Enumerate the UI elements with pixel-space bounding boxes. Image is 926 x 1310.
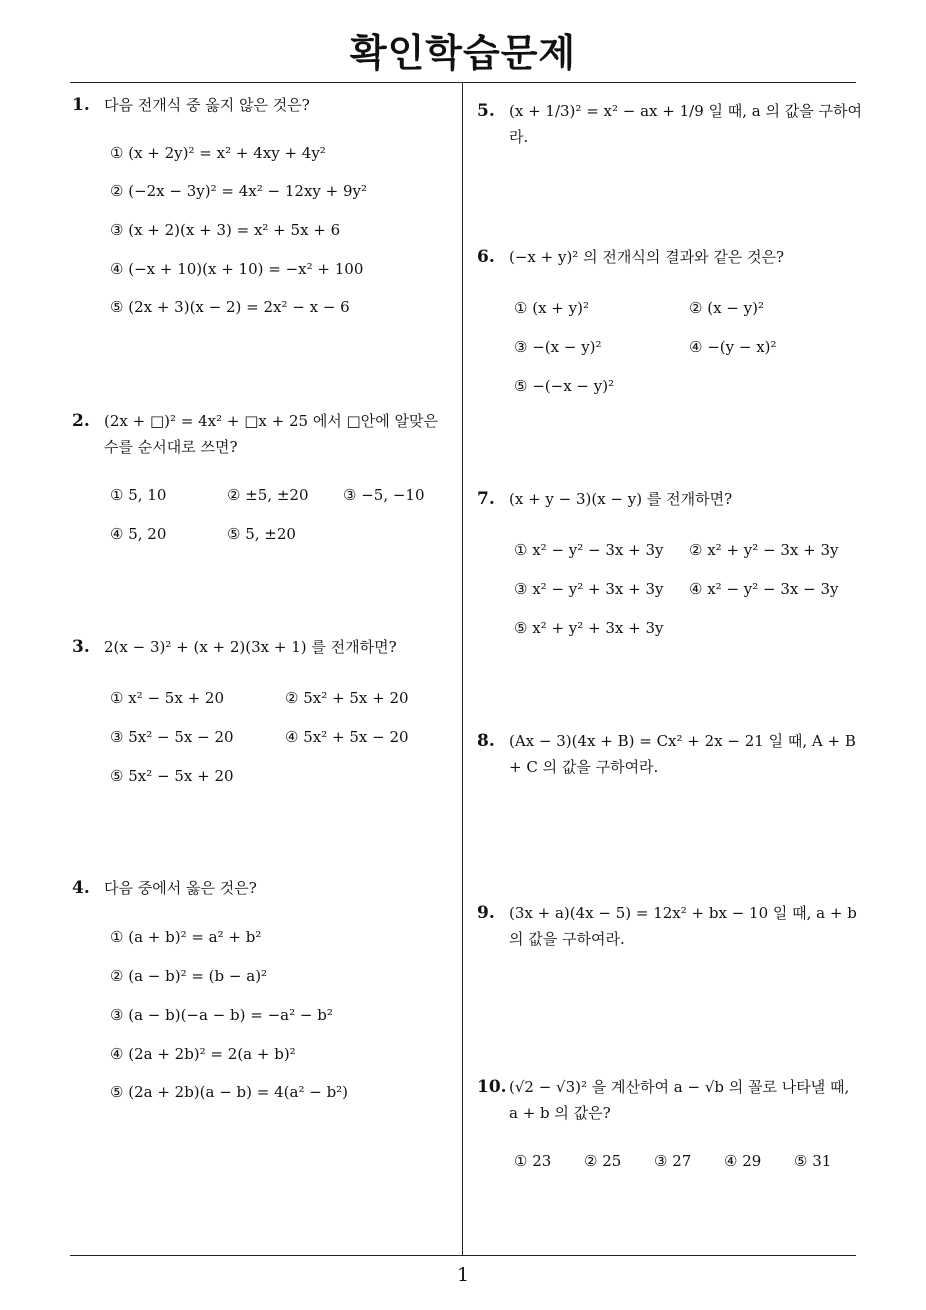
option[interactable]: ① (a + b)² = a² + b²: [110, 928, 262, 946]
page-number: 1: [456, 1264, 470, 1286]
question-number: 2.: [72, 411, 90, 431]
question-9: [477, 900, 862, 952]
option[interactable]: ⑤ (2x + 3)(x − 2) = 2x² − x − 6: [110, 298, 350, 316]
option[interactable]: ④ (2a + 2b)² = 2(a + b)²: [110, 1045, 296, 1063]
question-text: (−x + y)² 의 전개식의 결과와 같은 것은?: [509, 248, 785, 266]
question-10: [477, 1074, 862, 1126]
option[interactable]: ② x² + y² − 3x + 3y: [689, 541, 839, 559]
question-number: 5.: [477, 101, 495, 121]
option[interactable]: ① x² − 5x + 20: [110, 689, 224, 707]
question-1: [72, 92, 457, 118]
question-text: (Ax − 3)(4x + B) = Cx² + 2x − 21 일 때, A + B + C 의 값을 구하여라.: [509, 732, 856, 776]
option[interactable]: ⑤ −(−x − y)²: [514, 377, 615, 395]
question-text: 다음 중에서 옳은 것은?: [104, 879, 257, 897]
column-divider: [462, 83, 463, 1255]
question-number: 8.: [477, 731, 495, 751]
top-rule: [70, 82, 856, 83]
option[interactable]: ② ±5, ±20: [227, 486, 309, 504]
question-text: (x + 1/3)² = x² − ax + 1/9 일 때, a 의 값을 구하여라.: [509, 102, 862, 146]
option[interactable]: ① 23: [514, 1152, 552, 1170]
option[interactable]: ④ −(y − x)²: [689, 338, 777, 356]
question-7: [477, 486, 862, 512]
option[interactable]: ② (x − y)²: [689, 299, 764, 317]
option[interactable]: ① 5, 10: [110, 486, 167, 504]
option[interactable]: ⑤ (2a + 2b)(a − b) = 4(a² − b²): [110, 1083, 349, 1101]
question-number: 4.: [72, 878, 90, 898]
question-number: 7.: [477, 489, 495, 509]
question-3: [72, 634, 457, 660]
question-number: 6.: [477, 247, 495, 267]
option[interactable]: ① (x + 2y)² = x² + 4xy + 4y²: [110, 144, 326, 162]
option[interactable]: ③ x² − y² + 3x + 3y: [514, 580, 664, 598]
option[interactable]: ④ 5x² + 5x − 20: [285, 728, 409, 746]
question-number: 3.: [72, 637, 90, 657]
option[interactable]: ④ 5, 20: [110, 525, 167, 543]
question-number: 10.: [477, 1077, 507, 1097]
option[interactable]: ④ 29: [724, 1152, 762, 1170]
question-number: 9.: [477, 903, 495, 923]
question-6: [477, 244, 862, 270]
option[interactable]: ② 25: [584, 1152, 622, 1170]
option[interactable]: ② (−2x − 3y)² = 4x² − 12xy + 9y²: [110, 182, 368, 200]
option[interactable]: ⑤ 5x² − 5x + 20: [110, 767, 234, 785]
option[interactable]: ② 5x² + 5x + 20: [285, 689, 409, 707]
option[interactable]: ⑤ x² + y² + 3x + 3y: [514, 619, 664, 637]
option[interactable]: ④ (−x + 10)(x + 10) = −x² + 100: [110, 260, 364, 278]
option[interactable]: ⑤ 31: [794, 1152, 832, 1170]
question-number: 1.: [72, 95, 90, 115]
option[interactable]: ③ (a − b)(−a − b) = −a² − b²: [110, 1006, 333, 1024]
question-text: (3x + a)(4x − 5) = 12x² + bx − 10 일 때, a + b 의 값을 구하여라.: [509, 904, 857, 948]
question-text: 다음 전개식 중 옳지 않은 것은?: [104, 96, 310, 114]
question-8: [477, 728, 862, 780]
question-5: [477, 98, 862, 150]
question-text: (x + y − 3)(x − y) 를 전개하면?: [509, 490, 733, 508]
option[interactable]: ③ 5x² − 5x − 20: [110, 728, 234, 746]
page-title: 확인학습문제: [349, 31, 577, 75]
option[interactable]: ① x² − y² − 3x + 3y: [514, 541, 664, 559]
question-text: 2(x − 3)² + (x + 2)(3x + 1) 를 전개하면?: [104, 638, 397, 656]
question-2: [72, 408, 457, 460]
question-text: (2x + □)² = 4x² + □x + 25 에서 □안에 알맞은 수를 순서대로 쓰면?: [104, 412, 438, 456]
option[interactable]: ③ 27: [654, 1152, 692, 1170]
option[interactable]: ④ x² − y² − 3x − 3y: [689, 580, 839, 598]
option[interactable]: ⑤ 5, ±20: [227, 525, 296, 543]
bottom-rule: [70, 1255, 856, 1256]
option[interactable]: ③ −5, −10: [343, 486, 425, 504]
option[interactable]: ① (x + y)²: [514, 299, 589, 317]
option[interactable]: ③ (x + 2)(x + 3) = x² + 5x + 6: [110, 221, 341, 239]
option[interactable]: ③ −(x − y)²: [514, 338, 602, 356]
question-text: (√2 − √3)² 을 계산하여 a − √b 의 꼴로 나타낼 때, a + b 의 값은?: [509, 1078, 850, 1122]
question-4: [72, 875, 457, 901]
option[interactable]: ② (a − b)² = (b − a)²: [110, 967, 268, 985]
